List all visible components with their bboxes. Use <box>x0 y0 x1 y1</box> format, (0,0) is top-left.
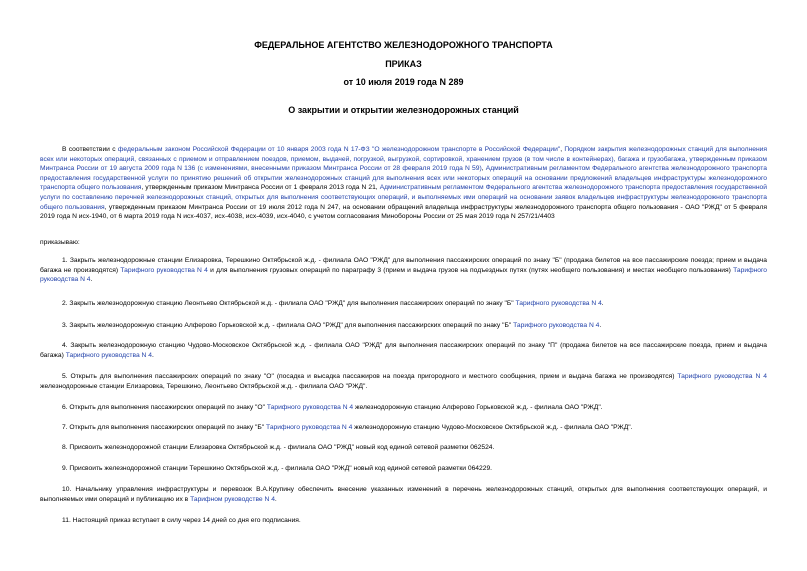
item-text: 7. Открыть для выполнения пассажирских операций по знаку "Б" <box>62 424 267 431</box>
item-text: 2. Закрыть железнодорожную станцию Леонтьево Октябрьской ж.д. - филиала ОАО "РЖД" для выполнения пассажирских операций по знаку "Б" <box>62 300 516 307</box>
item-text: и для выполнения грузовых операций по параграфу 3 (прием и выдача грузов на подъездных путях (путях необщего пользования) и местах необщего пользования) <box>207 266 734 274</box>
item-text: железнодорожную станцию Чудово-Московское Октябрьской ж.д. - филиала ОАО "РЖД". <box>352 424 633 431</box>
item-4 <box>40 341 767 360</box>
item-text: . <box>274 495 277 503</box>
opening-regulation-link[interactable]: Административным регламентом Федерального агентства железнодорожного транспорта предоставления государственной услуги по принятию решений об открытии железнодорожных станций для выполнения всех или некоторых операций на основании предложений владельцев инфраструктуры железнодорожного транспорта общего пользования <box>40 165 768 192</box>
tariff-guide-link[interactable]: Тарифного руководства N 4 <box>65 351 152 359</box>
item-10 <box>40 485 767 504</box>
tariff-guide-link[interactable]: Тарифного руководства N 4 <box>40 266 767 284</box>
tariff-guide-link[interactable]: Тарифного руководства N 4 <box>266 404 354 411</box>
tariff-guide-link[interactable]: Тарифном руководстве N 4 <box>190 495 275 503</box>
item-8: 8. Присвоить железнодорожной станции Елизаровка Октябрьской ж.д. - филиала ОАО "РЖД" новый код единой сетевой разметки 062524. <box>62 444 495 451</box>
law-link[interactable]: федеральным законом Российской Федерации от 10 января 2003 года N 17-ФЗ "О железнодорожном транспорте в Российской Федерации" <box>117 146 561 153</box>
tariff-guide-link[interactable]: Тарифного руководства N 4 <box>266 424 353 431</box>
item-3 <box>40 321 767 331</box>
tariff-guide-link[interactable]: Тарифного руководства N 4 <box>120 266 208 274</box>
item-text: . <box>599 322 602 329</box>
preamble-text: , утвержденным приказом Минтранса России от 1 февраля 2013 года N 21, <box>141 184 380 192</box>
item-6 <box>40 403 767 413</box>
item-11: 11. Настоящий приказ вступает в силу через 14 дней со дня его подписания. <box>62 517 301 524</box>
item-text: 10. Начальнику управления инфраструктуры и перевозок В.А.Крупину обеспечить внесение указанных изменений в перечень железнодорожных станций, открытых для выполнения соответствующих операций, и выполняемых ими операций и публикацию их в <box>40 486 767 503</box>
item-text: железнодорожные станции Елизаровка, Терешкино, Леонтьево Октябрьской ж.д. - филиала ОАО "РЖД". <box>40 382 368 390</box>
item-text: . <box>90 276 93 284</box>
item-text: . <box>151 351 154 359</box>
item-9: 9. Присвоить железнодорожной станции Терешкино Октябрьской ж.д. - филиала ОАО "РЖД" новый код единой сетевой разметки 064229. <box>62 465 493 472</box>
list-regulation-link[interactable]: Административным регламентом Федерального агентства железнодорожного транспорта предоставления государственной услуги по составлению перечней железнодорожных станций, открытых для выполнения соответствующих операций, и выполняемых ими операций на основании заявок владельцев инфраструктуры железнодорожного транспорта общего пользования <box>40 184 768 211</box>
item-1 <box>40 256 767 285</box>
preamble-text: , <box>481 165 486 173</box>
item-text: 6. Открыть для выполнения пассажирских операций по знаку "О" <box>62 404 267 411</box>
item-7 <box>40 423 767 433</box>
item-text: 5. Открыть для выполнения пассажирских операций по знаку "О" (посадка и высадка пассажиров на поезда пригородного и местного сообщения, прием и выдача багажа не производятся) <box>62 373 678 380</box>
document-title: О закрытии и открытии железнодорожных станций <box>288 105 519 115</box>
preamble-text: , утвержденным приказом Минтранса России от 19 июля 2012 года N 247, на основании обращений владельца инфраструктуры железнодорожного транспорта общего пользования - ОАО "РЖД" от 5 февраля 2019 года N исх-1940, от 6 марта 2019 года N исх-4037, исх-4038, исх-4039, исх-4040, с учетом согласования Минобороны России от 25 мая 2019 года N 257/21/4403 <box>40 203 767 221</box>
item-text: 4. Закрыть железнодорожную станцию Чудово-Московское Октябрьской ж.д. - филиала ОАО "РЖД" для выполнения пассажирских операций по знаку "П" (продажа билетов на все пассажирские поезда, прием и выдача багажа) <box>40 342 767 359</box>
tariff-guide-link[interactable]: Тарифного руководства N 4 <box>513 322 600 329</box>
closure-procedure-link[interactable]: Порядком закрытия железнодорожных станций для выполнения всех или некоторых операций, связанных с приемом и отправлением поездов, приемом, выдачей, погрузкой, выгрузкой, сортировкой, хранением грузов (в том числе в контейнерах), багажа и грузобагажа, утвержденным приказом Минтранса России от 19 августа 2009 года N 136 (с изменениями, внесенными приказом Минтранса России от 28 февраля 2019 года N 59) <box>40 146 767 173</box>
preamble-text: , <box>560 146 565 153</box>
item-5 <box>40 372 767 391</box>
date-number: от 10 июля 2019 года N 289 <box>343 77 464 87</box>
item-text: . <box>601 300 604 307</box>
document-type: ПРИКАЗ <box>385 59 422 69</box>
agency-heading: ФЕДЕРАЛЬНОЕ АГЕНТСТВО ЖЕЛЕЗНОДОРОЖНОГО ТРАНСПОРТА <box>254 40 553 50</box>
item-text: 1. Закрыть железнодорожные станции Елизаровка, Терешкино Октябрьской ж.д. - филиала ОАО "РЖД" для выполнения пассажирских операций по знаку "Б" (продажа билетов на все пассажирские поезда; прием и выдача багажа не производятся) <box>40 257 767 274</box>
tariff-guide-link[interactable]: Тарифного руководства N 4 <box>677 373 767 380</box>
item-2 <box>40 299 767 309</box>
preamble-text: В соответствии с <box>62 146 118 153</box>
order-word: приказываю: <box>40 239 80 246</box>
item-text: железнодорожную станцию Алферово Горьковской ж.д. - филиала ОАО "РЖД". <box>353 404 603 411</box>
tariff-guide-link[interactable]: Тарифного руководства N 4 <box>515 300 602 307</box>
preamble-paragraph <box>40 145 767 222</box>
item-text: 3. Закрыть железнодорожную станцию Алферово Горьковской ж.д. - филиала ОАО "РЖД" для выполнения пассажирских операций по знаку "Б" <box>62 322 514 329</box>
